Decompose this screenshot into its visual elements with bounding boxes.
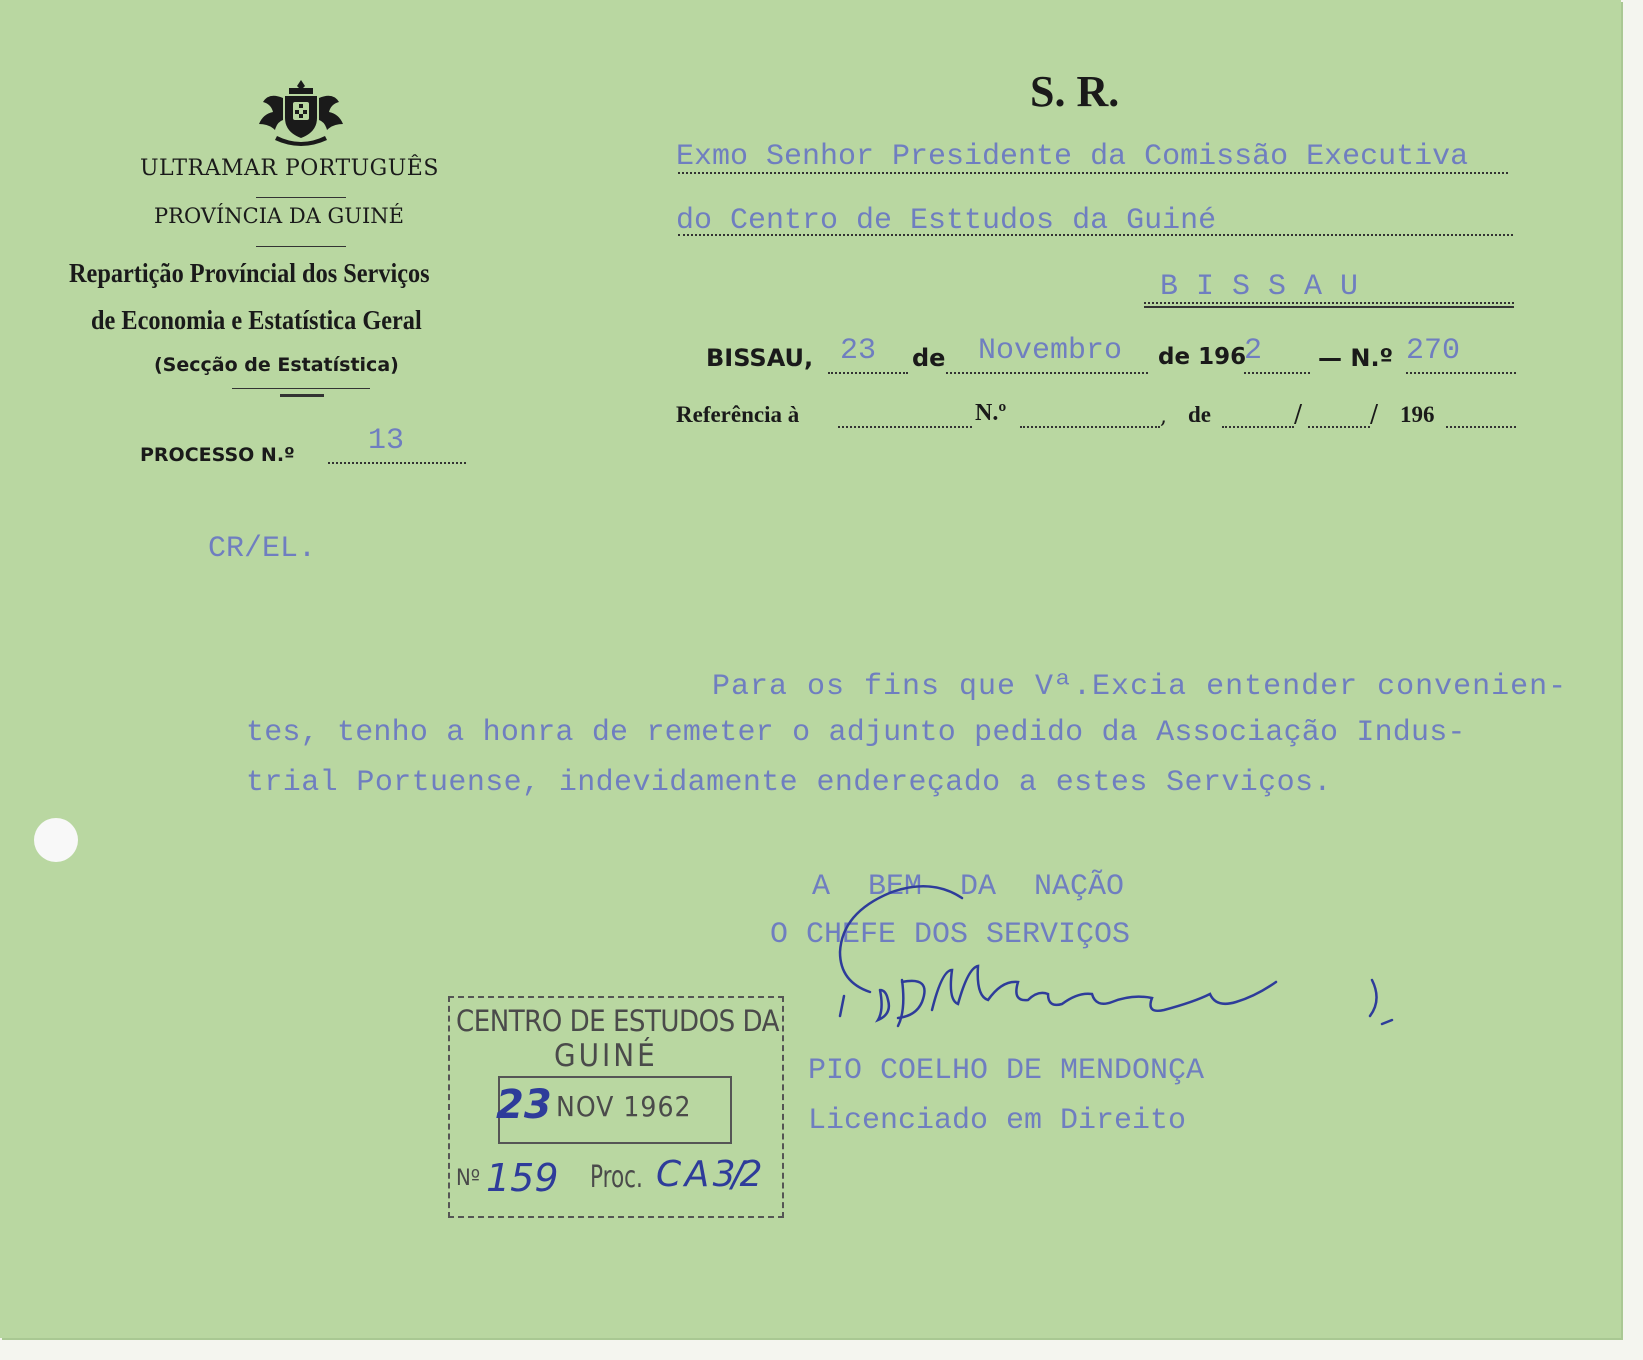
reference-day-line bbox=[1222, 426, 1294, 428]
dateline-month-line bbox=[946, 372, 1148, 374]
dateline-year-line bbox=[1244, 372, 1310, 374]
dateline-year-digit: 2 bbox=[1244, 334, 1263, 368]
reference-label: Referência à bbox=[676, 402, 800, 427]
body-line-2: tes, tenho a honra de remeter o adjunto pedido da Associação Indus- bbox=[246, 716, 1466, 750]
stamp-date-day: 23 bbox=[496, 1082, 552, 1128]
signatory-name: PIO COELHO DE MENDONÇA bbox=[808, 1054, 1205, 1088]
reference-year-line bbox=[1446, 426, 1516, 428]
sr-heading: S. R. bbox=[1030, 67, 1120, 116]
reference-slash-2: / bbox=[1370, 400, 1379, 428]
punch-hole bbox=[34, 818, 78, 862]
body-line-3: trial Portuense, indevidamente endereçado a estes Serviços. bbox=[246, 766, 1332, 800]
signatory-title: Licenciado em Direito bbox=[808, 1104, 1187, 1138]
stamp-line-1: CENTRO DE ESTUDOS DA bbox=[456, 1004, 779, 1038]
dateline-month: Novembro bbox=[978, 334, 1123, 368]
addressee-line-1: Exmo Senhor Presidente da Comissão Executiva bbox=[676, 140, 1469, 174]
header-line-ultramar: ULTRAMAR PORTUGUÊS bbox=[140, 156, 439, 181]
dateline-number-line bbox=[1406, 372, 1516, 374]
processo-value: 13 bbox=[368, 424, 405, 458]
section-rule-short bbox=[280, 394, 324, 397]
department-line-1: Repartição Províncial dos Serviços bbox=[69, 258, 430, 288]
reference-number-label: N.º bbox=[975, 400, 1007, 426]
addressee-city-rule bbox=[1144, 302, 1514, 304]
reference-slash-1: / bbox=[1294, 400, 1303, 428]
reference-field-line bbox=[838, 426, 972, 428]
addressee-line-2: do Centro de Esttudos da Guiné bbox=[676, 204, 1217, 238]
addressee-city-underline bbox=[1144, 306, 1514, 308]
reference-month-line bbox=[1308, 426, 1370, 428]
addressee-line-1-rule bbox=[678, 172, 1508, 174]
received-stamp bbox=[448, 996, 784, 1218]
stamp-number-label: Nº bbox=[456, 1166, 481, 1191]
dateline-number: 270 bbox=[1406, 334, 1461, 368]
dateline-de-2: de 196 bbox=[1158, 344, 1247, 370]
stamp-line-2: GUINÉ bbox=[554, 1038, 658, 1074]
section-label: (Secção de Estatística) bbox=[154, 354, 399, 376]
dateline-de-1: de bbox=[912, 344, 946, 372]
stamp-date: NOV 1962 bbox=[556, 1090, 692, 1123]
stamp-number-value: 159 bbox=[486, 1156, 559, 1200]
dateline-number-label: — N.º bbox=[1318, 344, 1394, 372]
reference-comma: , bbox=[1160, 404, 1167, 429]
closing-line-1: A BEM DA NAÇÃO bbox=[812, 870, 1125, 904]
processo-field-line bbox=[328, 462, 466, 464]
handwritten-signature bbox=[752, 880, 1452, 1060]
header-line-provincia: PROVÍNCIA DA GUINÉ bbox=[154, 204, 404, 228]
stamp-date-box bbox=[498, 1076, 732, 1144]
section-rule bbox=[232, 388, 370, 389]
addressee-city: B I S S A U bbox=[1160, 270, 1359, 304]
header-rule bbox=[256, 246, 346, 247]
stamp-proc-label: Proc. bbox=[590, 1160, 643, 1195]
dateline-day-line bbox=[828, 372, 908, 374]
reference-de-label: de bbox=[1188, 402, 1211, 427]
body-line-1: Para os fins que Vª.Excia entender convenien- bbox=[712, 670, 1568, 704]
stamp-proc-value: C A 3/2 bbox=[656, 1154, 759, 1195]
dateline-city: BISSAU, bbox=[706, 344, 814, 372]
header-rule bbox=[256, 197, 346, 198]
processo-label: PROCESSO N.º bbox=[140, 444, 295, 466]
coat-of-arms-icon bbox=[255, 78, 347, 148]
closing-line-2: O CHEFE DOS SERVIÇOS bbox=[770, 918, 1131, 952]
department-line-2: de Economia e Estatística Geral bbox=[91, 305, 422, 335]
addressee-line-2-rule bbox=[678, 234, 1513, 236]
reference-year-prefix: 196 bbox=[1400, 402, 1435, 427]
initials: CR/EL. bbox=[208, 532, 317, 566]
reference-number-line bbox=[1020, 426, 1160, 428]
dateline-day: 23 bbox=[840, 334, 877, 368]
